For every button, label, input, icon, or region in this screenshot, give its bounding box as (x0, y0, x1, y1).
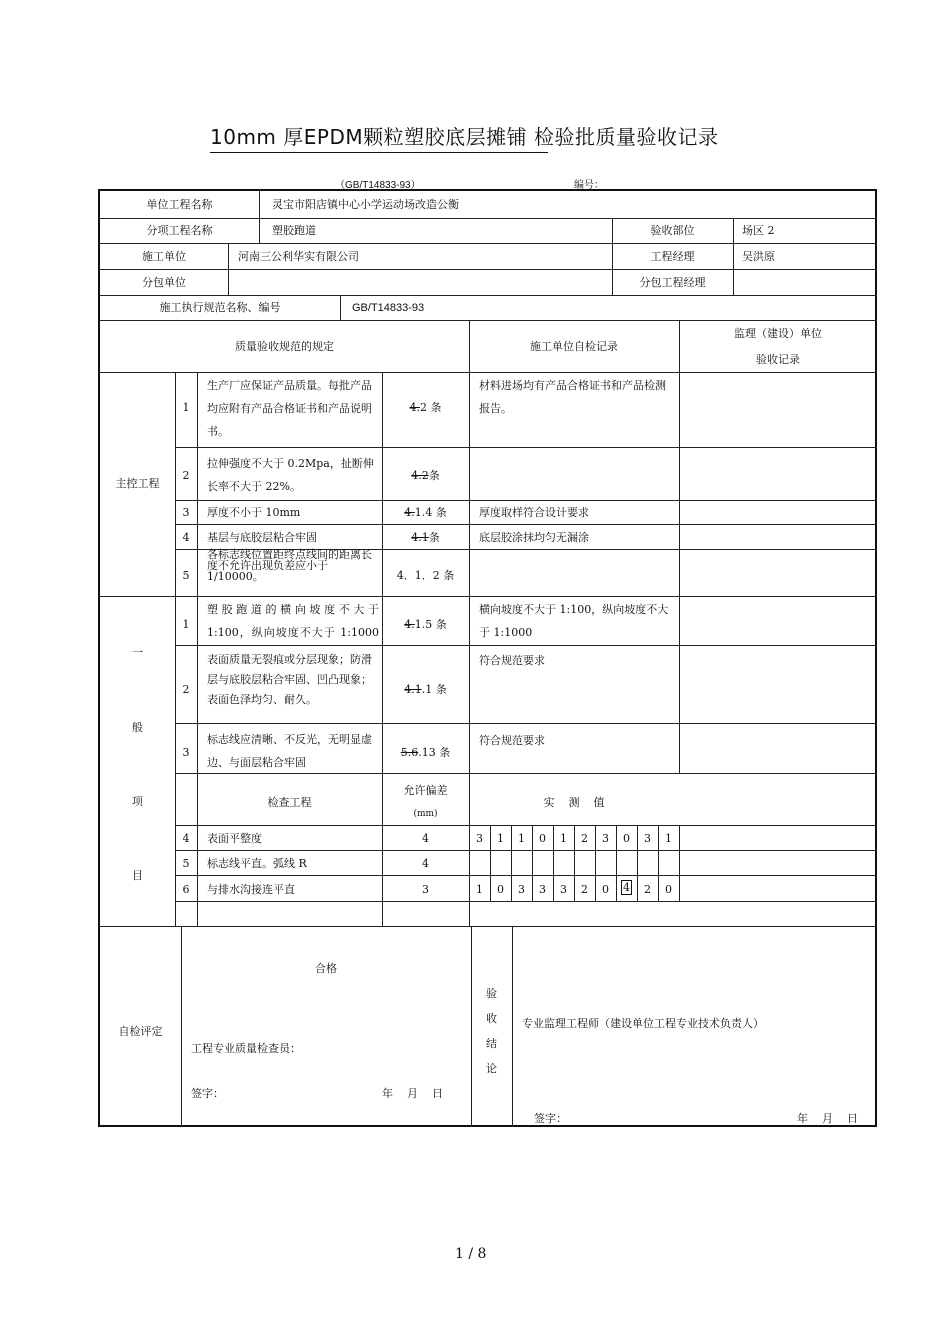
general-item-text: 标志线应清晰、不反光，无明显虚边、与面层粘合牢固 (207, 733, 372, 769)
manager-label: 工程经理 (650, 250, 695, 263)
signature-label-left: 签字： (191, 1087, 224, 1100)
measure-row-tolerance: 3 (422, 883, 429, 896)
measure-row-no: 6 (182, 883, 190, 896)
date-label-right: 年 月 日 (797, 1112, 858, 1125)
general-label-char: 般 (132, 721, 143, 734)
general-item-no: 1 (182, 618, 190, 631)
spec-value: GB/T14833-93 (352, 302, 425, 314)
supervisor-column-header-1: 监理（建设）单位 (734, 327, 822, 340)
main-item-clause: 4.2条 (411, 469, 440, 482)
inspector-label: 工程专业质量检查员： (191, 1042, 301, 1055)
number-label: 编号： (574, 180, 604, 191)
contractor-label: 施工单位 (142, 250, 186, 263)
measured-value: 2 (581, 832, 588, 845)
subcontractor-label: 分包单位 (142, 276, 186, 289)
standard-code: （GB/T14833-93） (335, 180, 421, 191)
measured-value: 3 (644, 832, 651, 845)
conclusion-char: 结 (486, 1037, 497, 1050)
general-item-record: 符合规范要求 (479, 734, 545, 747)
page-number: 1 / 8 (455, 1246, 487, 1262)
conclusion-char: 收 (486, 1012, 497, 1025)
measured-value: 0 (623, 832, 630, 845)
spec-label: 施工执行规范名称、编号 (159, 301, 281, 314)
general-item-text: 表面质量无裂痕或分层现象；防滑层与底胶层粘合牢固、凹凸现象；表面色泽均匀、耐久。 (207, 653, 372, 706)
general-item-text: 塑胶跑道的横向坡度不大于 1:100，纵向坡度不大于 1:1000 (207, 603, 379, 639)
self-evaluation-label: 自检评定 (118, 1025, 163, 1038)
general-label-char: 目 (132, 869, 143, 882)
tolerance-header-2: (mm) (413, 809, 438, 819)
measured-value: 2 (581, 883, 588, 896)
main-item-clause: 4.2 条 (409, 401, 442, 414)
measured-value: 3 (518, 883, 525, 896)
measured-value: 1 (518, 832, 525, 845)
general-item-clause: 4.1.1 条 (404, 683, 447, 696)
measure-row-name: 标志线平直。弧线 R (207, 857, 307, 870)
measured-value: 0 (602, 883, 609, 896)
inspection-form (98, 189, 877, 1127)
measure-row-name: 与排水沟接连平直 (207, 883, 295, 896)
main-item-clause: 4．1．2 条 (396, 569, 455, 582)
measured-value: 2 (644, 883, 651, 896)
general-item-no: 2 (182, 683, 190, 696)
measure-row-no: 4 (182, 832, 190, 845)
measured-value: 0 (665, 883, 672, 896)
main-item-record: 厚度取样符合设计要求 (479, 506, 589, 519)
measured-values-header: 实 测 值 (543, 796, 605, 809)
title-underline (210, 152, 548, 153)
main-item-text: 各标志线位置距终点线间的距离长度不允许出现负差应小于 1/10000。 (207, 548, 372, 583)
general-item-no: 3 (182, 746, 190, 759)
tolerance-header-1: 允许偏差 (403, 784, 448, 797)
sub-project-label: 分项工程名称 (146, 224, 213, 237)
spec-column-header: 质量验收规范的规定 (235, 340, 334, 353)
main-item-text: 生产厂应保证产品质量。每批产品均应附有产品合格证书和产品说明书。 (207, 379, 372, 438)
general-item-clause: 5.6.13 条 (400, 746, 451, 759)
measured-value: 3 (476, 832, 483, 845)
measure-row-no: 5 (182, 857, 190, 870)
measured-value: 1 (560, 832, 567, 845)
conclusion-char: 论 (486, 1062, 497, 1075)
supervisor-column-header-2: 验收记录 (756, 353, 800, 366)
main-item-record: 材料进场均有产品合格证书和产品检测报告。 (479, 379, 666, 415)
main-item-text: 厚度不小于 10mm (207, 506, 301, 519)
contractor-value: 河南三公利华实有限公司 (238, 250, 359, 263)
main-item-no: 5 (182, 569, 190, 582)
measured-value: 1 (497, 832, 504, 845)
measured-value: 0 (497, 883, 504, 896)
sub-manager-label: 分包工程经理 (639, 276, 706, 289)
main-item-record: 底层胶涂抹均匀无漏涂 (479, 531, 589, 544)
general-label-char: 一 (132, 646, 143, 659)
conclusion-char: 验 (486, 987, 497, 1000)
measured-value: 3 (539, 883, 546, 896)
main-item-no: 4 (182, 531, 190, 544)
main-item-no: 3 (182, 506, 190, 519)
measure-row-name: 表面平整度 (207, 832, 262, 845)
general-label-char: 项 (132, 795, 143, 808)
measure-row-tolerance: 4 (422, 832, 429, 845)
page-title: 10mm 厚EPDM颗粒塑胶底层摊铺 检验批质量验收记录 (210, 125, 719, 149)
general-item-clause: 4.1.5 条 (404, 618, 447, 631)
measured-value: 3 (560, 883, 567, 896)
measured-value: 4 (623, 881, 630, 894)
general-item-record: 横向坡度不大于 1:100，纵向坡度不大于 1:1000 (479, 603, 669, 639)
unit-project-value: 灵宝市阳店镇中心小学运动场改造公衡 (272, 198, 459, 211)
main-item-text: 拉伸强度不大于 0.2Mpa，扯断伸长率不大于 22%。 (207, 457, 374, 493)
main-item-no: 1 (182, 401, 190, 414)
main-items-label: 主控工程 (115, 477, 160, 490)
main-item-no: 2 (182, 469, 190, 482)
measured-value: 1 (665, 832, 672, 845)
main-item-clause: 4.1条 (411, 531, 440, 544)
measured-value: 3 (602, 832, 609, 845)
signature-label-right: 签字： (534, 1112, 567, 1125)
unit-project-label: 单位工程名称 (146, 198, 213, 211)
accept-part-label: 验收部位 (650, 224, 695, 237)
measure-item-header: 检查工程 (267, 796, 312, 809)
date-label-left: 年 月 日 (382, 1087, 443, 1100)
measure-row-tolerance: 4 (422, 857, 429, 870)
measured-value: 0 (539, 832, 546, 845)
sub-project-value: 塑胶跑道 (272, 224, 316, 237)
engineer-label: 专业监理工程师（建设单位工程专业技术负责人） (522, 1017, 764, 1030)
main-item-text: 基层与底胶层粘合牢固 (207, 531, 317, 544)
evaluation-result: 合格 (315, 962, 337, 975)
manager-value: 吴洪原 (742, 250, 775, 263)
self-check-column-header: 施工单位自检记录 (530, 340, 618, 353)
main-item-clause: 4.1.4 条 (404, 506, 447, 519)
general-item-record: 符合规范要求 (479, 654, 545, 667)
accept-part-value: 场区 2 (742, 224, 775, 237)
measured-value: 1 (476, 883, 483, 896)
